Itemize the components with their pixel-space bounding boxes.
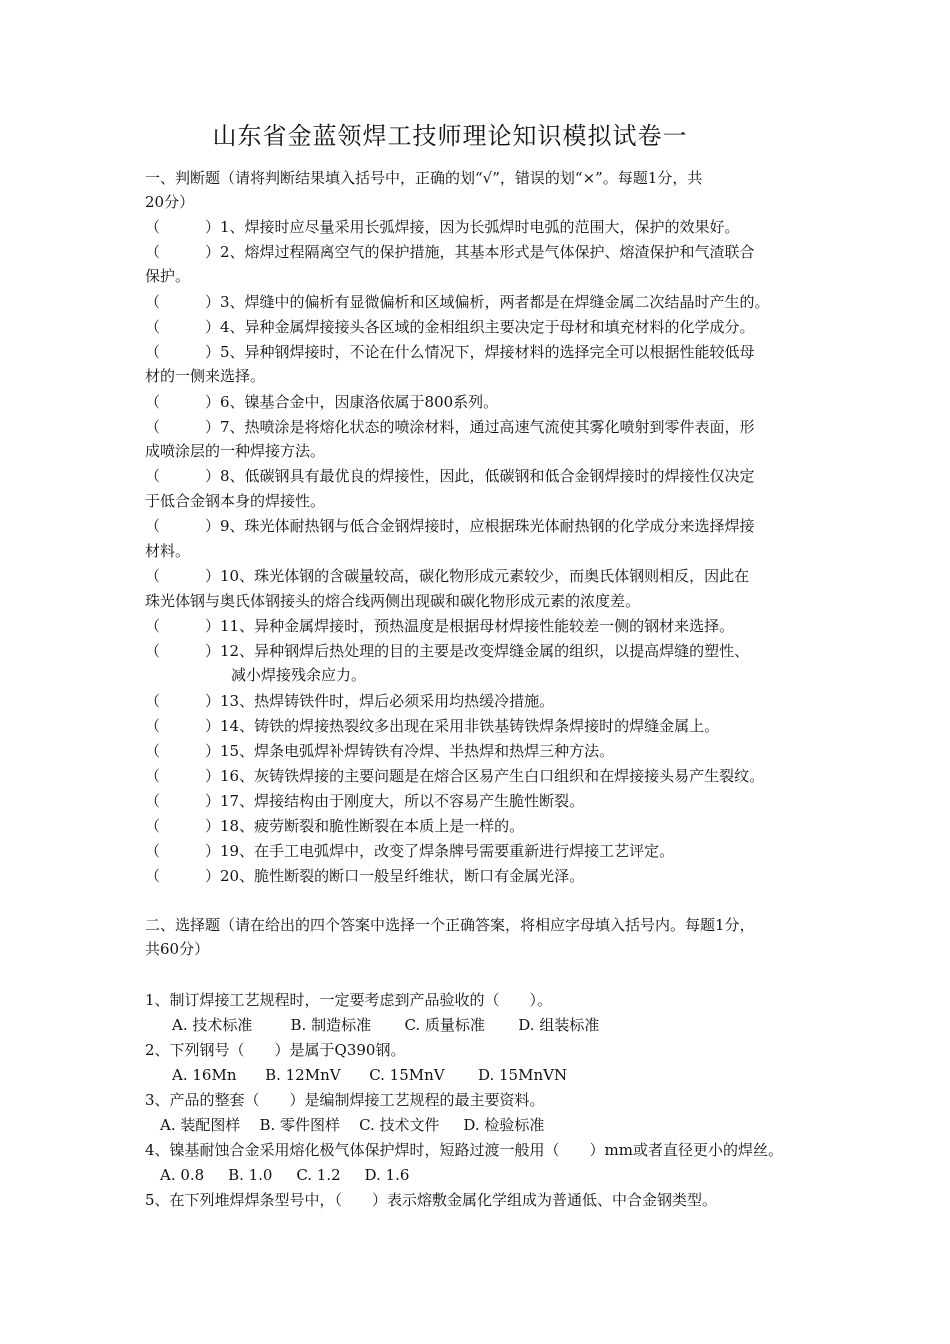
section2-header: 二、选择题（请在给出的四个答案中选择一个正确答案，将相应字母填入括号内。每题1分， <box>145 916 755 934</box>
tf-question-10-cont: 珠光体钢与奥氏体钢接头的熔合线两侧出现碳和碳化物形成元素的浓度差。 <box>145 592 641 610</box>
mc-question-5: 5、在下列堆焊焊条型号中，（ ）表示熔敷金属化学组成为普通低、中合金钢类型。 <box>145 1191 718 1209</box>
mc-question-3: 3、产品的整套（ ）是编制焊接工艺规程的最主要资料。 <box>145 1091 545 1109</box>
section1-header-cont: 20分） <box>145 193 195 211</box>
tf-question-7-cont: 成喷涂层的一种焊接方法。 <box>145 442 326 460</box>
tf-question-6: （ ）6、镍基合金中，因康洛依属于800系列。 <box>145 393 499 411</box>
section1-header: 一、判断题（请将判断结果填入括号中，正确的划“√”，错误的划“×”。每题1分，共 <box>145 169 703 187</box>
tf-question-19: （ ）19、在手工电弧焊中，改变了焊条牌号需要重新进行焊接工艺评定。 <box>145 842 675 860</box>
tf-question-7: （ ）7、热喷涂是将熔化状态的喷涂材料，通过高速气流使其雾化喷射到零件表面，形 <box>145 418 755 436</box>
tf-question-5: （ ）5、异种钢焊接时，不论在什么情况下，焊接材料的选择完全可以根据性能较低母 <box>145 343 755 361</box>
tf-question-4: （ ）4、异种金属焊接接头各区域的金相组织主要决定于母材和填充材料的化学成分。 <box>145 318 755 336</box>
tf-question-12-cont: 减小焊接残余应力。 <box>231 666 367 684</box>
tf-question-16: （ ）16、灰铸铁焊接的主要问题是在熔合区易产生白口组织和在焊接接头易产生裂纹。 <box>145 767 765 785</box>
tf-question-9-cont: 材料。 <box>145 542 191 560</box>
tf-question-20: （ ）20、脆性断裂的断口一般呈纤维状，断口有金属光泽。 <box>145 867 585 885</box>
tf-question-3: （ ）3、焊缝中的偏析有显微偏析和区域偏析，两者都是在焊缝金属二次结晶时产生的。 <box>145 293 770 311</box>
tf-question-11: （ ）11、异种金属焊接时，预热温度是根据母材焊接性能较差一侧的钢材来选择。 <box>145 617 735 635</box>
tf-question-9: （ ）9、珠光体耐热钢与低合金钢焊接时，应根据珠光体耐热钢的化学成分来选择焊接 <box>145 517 755 535</box>
tf-question-1: （ ）1、焊接时应尽量采用长弧焊接，因为长弧焊时电弧的范围大，保护的效果好。 <box>145 218 740 236</box>
tf-question-8-cont: 于低合金钢本身的焊接性。 <box>145 492 326 510</box>
tf-question-15: （ ）15、焊条电弧焊补焊铸铁有冷焊、半热焊和热焊三种方法。 <box>145 742 615 760</box>
mc-question-3-options: A. 装配图样 B. 零件图样 C. 技术文件 D. 检验标准 <box>160 1116 545 1134</box>
mc-question-1-options: A. 技术标准 B. 制造标准 C. 质量标准 D. 组装标准 <box>172 1016 600 1034</box>
tf-question-2-cont: 保护。 <box>145 267 191 285</box>
mc-question-2-options: A. 16Mn B. 12MnV C. 15MnV D. 15MnVN <box>172 1066 568 1084</box>
document-title: 山东省金蓝领焊工技师理论知识模拟试卷一 <box>212 122 688 150</box>
mc-question-4-options: A. 0.8 B. 1.0 C. 1.2 D. 1.6 <box>160 1166 410 1184</box>
mc-question-2: 2、下列钢号（ ）是属于Q390钢。 <box>145 1041 406 1059</box>
tf-question-17: （ ）17、焊接结构由于刚度大，所以不容易产生脆性断裂。 <box>145 792 585 810</box>
tf-question-13: （ ）13、热焊铸铁件时，焊后必须采用均热缓冷措施。 <box>145 692 555 710</box>
section2-header-cont: 共60分） <box>145 940 210 958</box>
tf-question-12: （ ）12、异种钢焊后热处理的目的主要是改变焊缝金属的组织，以提高焊缝的塑性、 <box>145 642 750 660</box>
tf-question-5-cont: 材的一侧来选择。 <box>145 367 266 385</box>
tf-question-10: （ ）10、珠光体钢的含碳量较高，碳化物形成元素较少，而奥氏体钢则相反，因此在 <box>145 567 750 585</box>
mc-question-1: 1、制订焊接工艺规程时，一定要考虑到产品验收的（ ）。 <box>145 991 553 1009</box>
tf-question-8: （ ）8、低碳钢具有最优良的焊接性，因此，低碳钢和低合金钢焊接时的焊接性仅决定 <box>145 467 755 485</box>
tf-question-18: （ ）18、疲劳断裂和脆性断裂在本质上是一样的。 <box>145 817 525 835</box>
tf-question-14: （ ）14、铸铁的焊接热裂纹多出现在采用非铁基铸铁焊条焊接时的焊缝金属上。 <box>145 717 720 735</box>
mc-question-4: 4、镍基耐蚀合金采用熔化极气体保护焊时，短路过渡一般用（ ）mm或者直径更小的焊丝。 <box>145 1141 783 1159</box>
tf-question-2: （ ）2、熔焊过程隔离空气的保护措施，其基本形式是气体保护、熔渣保护和气渣联合 <box>145 243 755 261</box>
